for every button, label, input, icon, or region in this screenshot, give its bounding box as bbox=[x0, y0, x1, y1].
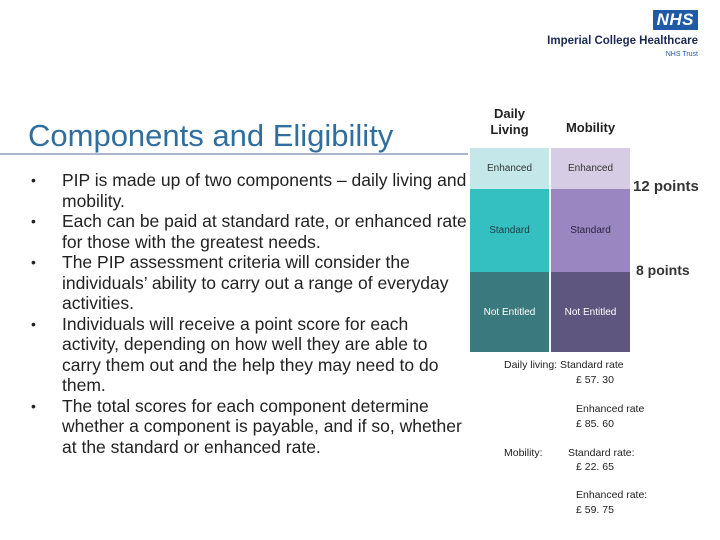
mobility-enhanced-label: Enhanced rate: bbox=[576, 489, 648, 501]
slide-title: Components and Eligibility bbox=[28, 118, 394, 153]
mobility-label: Mobility: bbox=[504, 447, 543, 459]
mobility-standard-amount: £ 22. 65 bbox=[576, 461, 614, 473]
bullet-item bbox=[28, 314, 468, 396]
bullet-text: The PIP assessment criteria will consider the individuals’ ability to carry out a range of everyday activities. bbox=[62, 252, 449, 313]
daily-living-enhanced-label: Enhanced rate bbox=[576, 403, 645, 415]
title-divider bbox=[0, 153, 468, 155]
mobility-enhanced-amount: £ 59. 75 bbox=[576, 504, 614, 516]
bullet-icon: • bbox=[31, 172, 36, 188]
bullet-text: Each can be paid at standard rate, or enhanced rate for those with the greatest needs. bbox=[62, 211, 467, 252]
bullet-item bbox=[28, 396, 468, 458]
bullet-item bbox=[28, 211, 468, 252]
organisation-name: Imperial College Healthcare bbox=[547, 35, 698, 47]
daily-standard-segment: Standard bbox=[470, 189, 549, 272]
bullet-item bbox=[28, 170, 468, 211]
bullet-text: PIP is made up of two components – daily living and mobility. bbox=[62, 170, 467, 211]
bullet-list bbox=[28, 170, 468, 457]
nhs-badge: NHS bbox=[653, 10, 698, 30]
bullet-text: The total scores for each component determine whether a component is payable, and if so, whether at the standard or enhanced rate. bbox=[62, 395, 462, 457]
mobility-standard-segment: Standard bbox=[551, 189, 630, 272]
mobility-header: Mobility bbox=[565, 120, 616, 135]
daily-not-entitled-segment: Not Entitled bbox=[470, 272, 549, 352]
bullet-icon: • bbox=[31, 213, 36, 229]
nhs-logo bbox=[518, 10, 698, 60]
mobility-not-entitled-segment: Not Entitled bbox=[551, 272, 630, 352]
threshold-8-points: 8 points bbox=[636, 262, 690, 278]
daily-enhanced-segment: Enhanced bbox=[470, 148, 549, 189]
daily-living-standard-label: Daily living: Standard rate bbox=[504, 359, 624, 371]
bullet-icon: • bbox=[31, 254, 36, 270]
mobility-standard-label: Standard rate: bbox=[568, 447, 635, 459]
daily-living-standard-amount: £ 57. 30 bbox=[576, 374, 614, 386]
daily-living-enhanced-amount: £ 85. 60 bbox=[576, 418, 614, 430]
bullet-icon: • bbox=[31, 315, 36, 332]
threshold-12-points: 12 points bbox=[633, 178, 699, 195]
trust-name: NHS Trust bbox=[665, 51, 698, 58]
mobility-enhanced-segment: Enhanced bbox=[551, 148, 630, 189]
daily-living-header: Daily Living bbox=[490, 106, 529, 137]
bullet-icon: • bbox=[31, 397, 36, 414]
bullet-item bbox=[28, 252, 468, 314]
bullet-text: Individuals will receive a point score for each activity, depending on how well they are able to carry them out and the help they may need to do them. bbox=[62, 313, 439, 395]
